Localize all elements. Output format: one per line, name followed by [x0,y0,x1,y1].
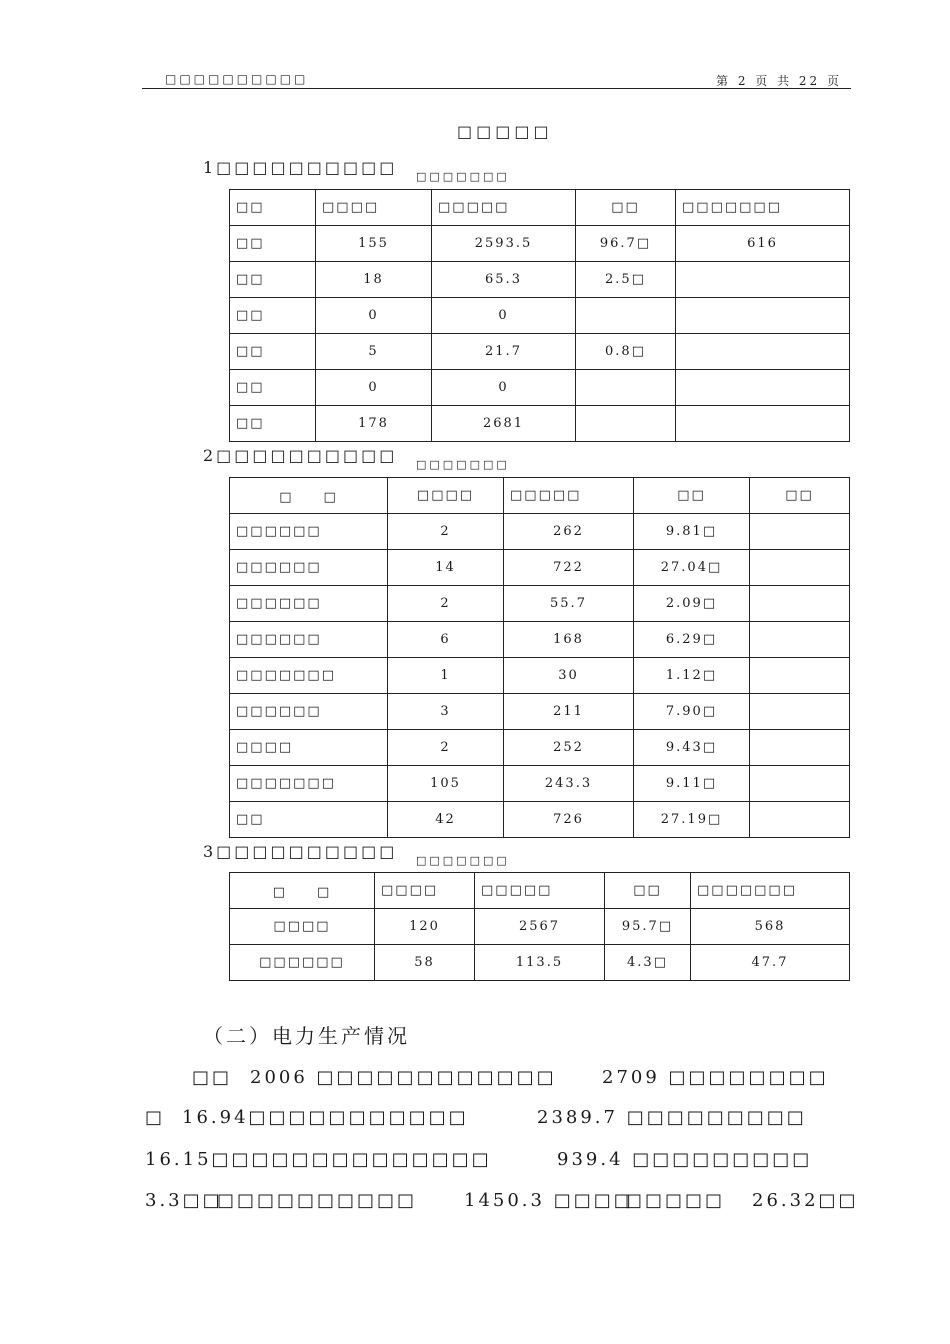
table-row [230,945,850,981]
table-cell: 252 [504,730,634,766]
table-cell: □□□□□□ [230,622,388,658]
table-cell: 120 [375,909,475,945]
table-header-row [230,190,850,226]
table-cell: 9.11□ [634,766,750,802]
paragraph-text: 2006 □□□□□□□□□□□□ [250,1067,557,1088]
section2-title: （二）电力生产情况 [203,1024,410,1048]
column-header: □ □ [230,478,388,514]
table-cell: 2 [388,514,504,550]
paragraph-text: □ [145,1107,166,1128]
table-cell: □□ [230,298,316,334]
table-cell: □□ [230,370,316,406]
table-cell: 7.90□ [634,694,750,730]
table-cell: □□ [230,334,316,370]
table-cell: 1.12□ [634,658,750,694]
table-cell: □□□□ [230,909,375,945]
table-cell: 2567 [475,909,605,945]
paragraph-text: □□ [192,1067,233,1088]
table-row [230,586,850,622]
table-cell [676,334,850,370]
table2 [229,477,850,838]
table-cell: 1 [388,658,504,694]
table-cell [750,550,850,586]
table-cell [676,298,850,334]
table-cell: □□□□□□□ [230,766,388,802]
table-cell: 21.7 [432,334,576,370]
column-header: □□□□ [316,190,432,226]
table-cell: 243.3 [504,766,634,802]
column-header: □□ [576,190,676,226]
table-cell: 65.3 [432,262,576,298]
table-row [230,622,850,658]
table-cell [576,298,676,334]
table-cell: 0 [432,298,576,334]
table-cell: □□□□□□ [230,694,388,730]
table-cell: 30 [504,658,634,694]
table-row [230,406,850,442]
table-cell: 726 [504,802,634,838]
table-cell: 5 [316,334,432,370]
table-cell [576,370,676,406]
paragraph-text: 3.3□□ [145,1190,223,1211]
table-cell: 42 [388,802,504,838]
table-header-row [230,478,850,514]
table-row [230,658,850,694]
table-cell: 105 [388,766,504,802]
table-row [230,550,850,586]
table-row [230,370,850,406]
table-cell: 113.5 [475,945,605,981]
column-header: □□ [230,190,316,226]
table-row [230,909,850,945]
table-cell: 722 [504,550,634,586]
table-header-row [230,873,850,909]
paragraph-text: 16.15□□□□□□□□□□□□□□ [145,1149,492,1170]
table-cell [576,406,676,442]
table-cell: □□□□□□ [230,586,388,622]
column-header: □□ [750,478,850,514]
table-cell: 2.5□ [576,262,676,298]
table3-unit: □□□□□□□ [416,854,510,867]
column-header: □□□□□ [432,190,576,226]
table-cell: 0 [316,298,432,334]
table-cell: □□□□□□ [230,514,388,550]
table-cell: 18 [316,262,432,298]
header-rule [142,88,851,89]
table1-heading: 1□□□□□□□□□□ [203,158,398,177]
table-cell [676,262,850,298]
table-cell: 96.7□ [576,226,676,262]
table1-unit: □□□□□□□ [416,170,510,183]
table3-heading: 3□□□□□□□□□□ [203,842,398,861]
table-cell: 27.04□ [634,550,750,586]
table-cell [750,514,850,550]
header-left: □□□□□□□□□□ [165,72,309,86]
table-cell [676,370,850,406]
table-cell: 616 [676,226,850,262]
paragraph-text: 1450.3 □□□□ [464,1190,634,1211]
table-cell: 2.09□ [634,586,750,622]
table-cell: □□□□□□ [230,945,375,981]
table-cell [750,802,850,838]
table-cell: 0 [316,370,432,406]
table-cell: 155 [316,226,432,262]
table-row [230,334,850,370]
paragraph-text: 2389.7 □□□□□□□□□ [537,1107,807,1128]
table-cell: 3 [388,694,504,730]
table-cell: 568 [691,909,850,945]
column-header: □□□□□ [475,873,605,909]
section-title: □□□□□ [457,122,553,141]
table-cell: □□□□□□□ [230,658,388,694]
table2-heading: 2□□□□□□□□□□ [203,446,398,465]
table-row [230,694,850,730]
table-cell: □□ [230,262,316,298]
table-row [230,730,850,766]
table-cell: 0 [432,370,576,406]
table-cell: 9.81□ [634,514,750,550]
table-cell: 6 [388,622,504,658]
table-row [230,766,850,802]
table-cell: 55.7 [504,586,634,622]
table-cell [750,730,850,766]
table-cell: 2681 [432,406,576,442]
column-header: □□ [605,873,691,909]
table3 [229,872,850,981]
paragraph-text: □□□□□□□□□□ [217,1190,418,1211]
column-header: □□□□ [375,873,475,909]
paragraph-text: 26.32□□ [752,1190,859,1211]
table-cell: 2593.5 [432,226,576,262]
table-cell [676,406,850,442]
table-cell: □□ [230,226,316,262]
column-header: □□□□□□□ [676,190,850,226]
table-cell: 14 [388,550,504,586]
table-row [230,514,850,550]
column-header: □□□□□ [504,478,634,514]
table-row [230,262,850,298]
table-cell: 2 [388,586,504,622]
table-cell: 9.43□ [634,730,750,766]
paragraph-text: 16.94□□□□□□□□□□□ [182,1107,469,1128]
paragraph-text: □□□□□ [625,1190,726,1211]
table-cell [750,586,850,622]
table-cell: □□ [230,406,316,442]
table-cell: 262 [504,514,634,550]
table-cell: 4.3□ [605,945,691,981]
table-cell: 211 [504,694,634,730]
table-cell: 47.7 [691,945,850,981]
table-cell: □□ [230,802,388,838]
table-cell: 58 [375,945,475,981]
table-cell: □□□□□□ [230,550,388,586]
table-cell [750,694,850,730]
table-cell: 95.7□ [605,909,691,945]
table-cell: 6.29□ [634,622,750,658]
paragraph-text: 2709 □□□□□□□□ [602,1067,829,1088]
column-header: □ □ [230,873,375,909]
table-cell: 27.19□ [634,802,750,838]
paragraph-text: 939.4 □□□□□□□□□ [557,1149,813,1170]
table-row [230,802,850,838]
table-cell: 168 [504,622,634,658]
column-header: □□□□ [388,478,504,514]
table2-unit: □□□□□□□ [416,458,510,471]
column-header: □□ [634,478,750,514]
table-row [230,226,850,262]
table-cell [750,766,850,802]
table-cell [750,622,850,658]
header-page-number: 第 2 页 共 22 页 [716,74,842,88]
column-header: □□□□□□□ [691,873,850,909]
table-cell: 2 [388,730,504,766]
table-cell: 178 [316,406,432,442]
table-cell: □□□□ [230,730,388,766]
table1 [229,189,850,442]
table-cell: 0.8□ [576,334,676,370]
table-row [230,298,850,334]
table-cell [750,658,850,694]
